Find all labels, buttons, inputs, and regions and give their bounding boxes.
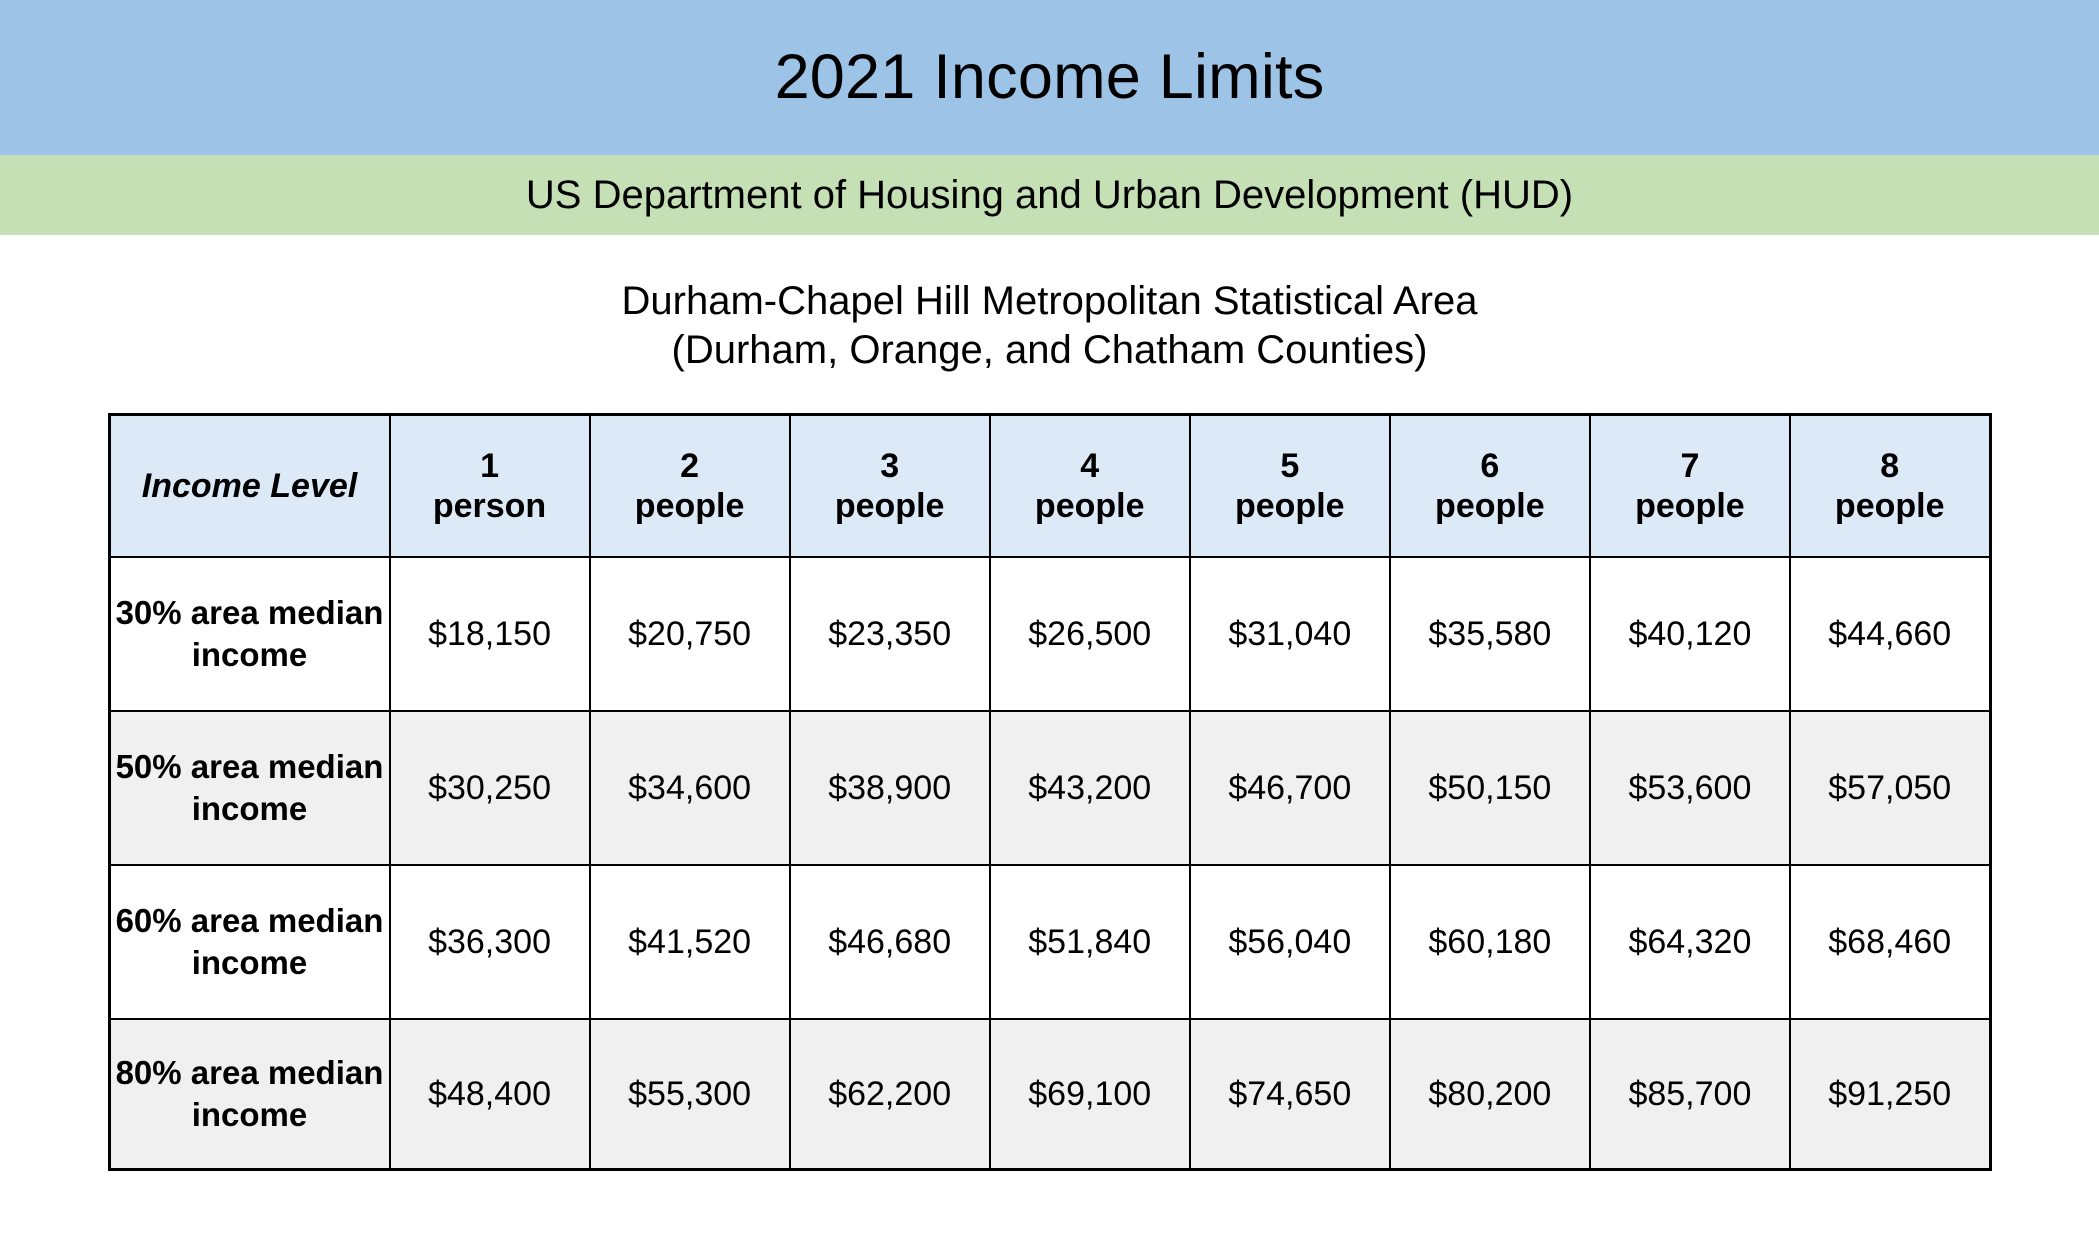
column-header-6-people-number: 6 <box>1480 446 1500 485</box>
cell-30-7: $40,120 <box>1590 557 1790 711</box>
cell-50-8: $57,050 <box>1790 711 1990 865</box>
row-header-80-percent: 80% area median income <box>109 1019 390 1169</box>
column-header-4-people-number: 4 <box>1080 446 1100 485</box>
table-body <box>109 557 1990 1169</box>
column-header-3-people <box>790 415 990 558</box>
column-header-8-people <box>1790 415 1990 558</box>
column-header-8-people-unit: people <box>1834 487 1945 526</box>
cell-60-2: $41,520 <box>590 865 790 1019</box>
column-header-income-level: Income Level <box>109 415 390 558</box>
income-limits-table-wrap <box>108 413 1992 1171</box>
cell-60-3: $46,680 <box>790 865 990 1019</box>
column-header-1-person-number: 1 <box>480 446 499 485</box>
cell-30-1: $18,150 <box>390 557 590 711</box>
column-header-4-people-unit: people <box>1034 487 1145 526</box>
column-header-2-people <box>590 415 790 558</box>
cell-60-7: $64,320 <box>1590 865 1790 1019</box>
table-row <box>109 865 1990 1019</box>
title-band <box>0 0 2099 155</box>
area-line-1: Durham-Chapel Hill Metropolitan Statistical Area <box>621 279 1478 323</box>
table-row <box>109 1019 1990 1169</box>
cell-30-3: $23,350 <box>790 557 990 711</box>
cell-80-2: $55,300 <box>590 1019 790 1169</box>
column-header-7-people-unit: people <box>1635 487 1745 526</box>
agency-band <box>0 155 2099 235</box>
cell-80-5: $74,650 <box>1190 1019 1390 1169</box>
cell-50-1: $30,250 <box>390 711 590 865</box>
column-header-6-people-unit: people <box>1435 487 1545 526</box>
cell-60-1: $36,300 <box>390 865 590 1019</box>
cell-80-6: $80,200 <box>1390 1019 1590 1169</box>
cell-80-1: $48,400 <box>390 1019 590 1169</box>
area-line-2: (Durham, Orange, and Chatham Counties) <box>671 328 1428 373</box>
cell-60-4: $51,840 <box>990 865 1190 1019</box>
cell-60-5: $56,040 <box>1190 865 1390 1019</box>
income-limits-table <box>108 413 1992 1171</box>
cell-50-3: $38,900 <box>790 711 990 865</box>
cell-50-2: $34,600 <box>590 711 790 865</box>
column-header-3-people-unit: people <box>834 487 945 526</box>
cell-50-6: $50,150 <box>1390 711 1590 865</box>
column-header-7-people-number: 7 <box>1680 446 1700 485</box>
cell-50-4: $43,200 <box>990 711 1190 865</box>
column-header-5-people-unit: people <box>1234 487 1345 526</box>
column-header-2-people-number: 2 <box>680 446 700 485</box>
cell-80-8: $91,250 <box>1790 1019 1990 1169</box>
cell-30-8: $44,660 <box>1790 557 1990 711</box>
cell-50-7: $53,600 <box>1590 711 1790 865</box>
column-header-4-people <box>990 415 1190 558</box>
cell-60-6: $60,180 <box>1390 865 1590 1019</box>
area-description <box>0 277 2099 375</box>
column-header-1-person-unit: person <box>432 487 547 526</box>
cell-80-4: $69,100 <box>990 1019 1190 1169</box>
column-header-3-people-number: 3 <box>880 446 900 485</box>
column-header-6-people <box>1390 415 1590 558</box>
page-title: 2021 Income Limits <box>774 42 1325 112</box>
column-header-5-people-number: 5 <box>1280 446 1300 485</box>
table-row <box>109 711 1990 865</box>
agency-name: US Department of Housing and Urban Development (HUD) <box>525 173 1574 217</box>
column-header-2-people-unit: people <box>634 487 745 526</box>
column-header-8-people-number: 8 <box>1880 446 1900 485</box>
column-header-7-people <box>1590 415 1790 558</box>
table-row <box>109 557 1990 711</box>
cell-30-6: $35,580 <box>1390 557 1590 711</box>
table-header <box>109 415 1990 558</box>
row-header-50-percent: 50% area median income <box>109 711 390 865</box>
row-header-30-percent: 30% area median income <box>109 557 390 711</box>
row-header-60-percent: 60% area median income <box>109 865 390 1019</box>
cell-30-4: $26,500 <box>990 557 1190 711</box>
cell-80-7: $85,700 <box>1590 1019 1790 1169</box>
column-header-1-person <box>390 415 590 558</box>
cell-60-8: $68,460 <box>1790 865 1990 1019</box>
cell-30-5: $31,040 <box>1190 557 1390 711</box>
table-header-row <box>109 415 1990 558</box>
cell-80-3: $62,200 <box>790 1019 990 1169</box>
column-header-5-people <box>1190 415 1390 558</box>
cell-50-5: $46,700 <box>1190 711 1390 865</box>
cell-30-2: $20,750 <box>590 557 790 711</box>
